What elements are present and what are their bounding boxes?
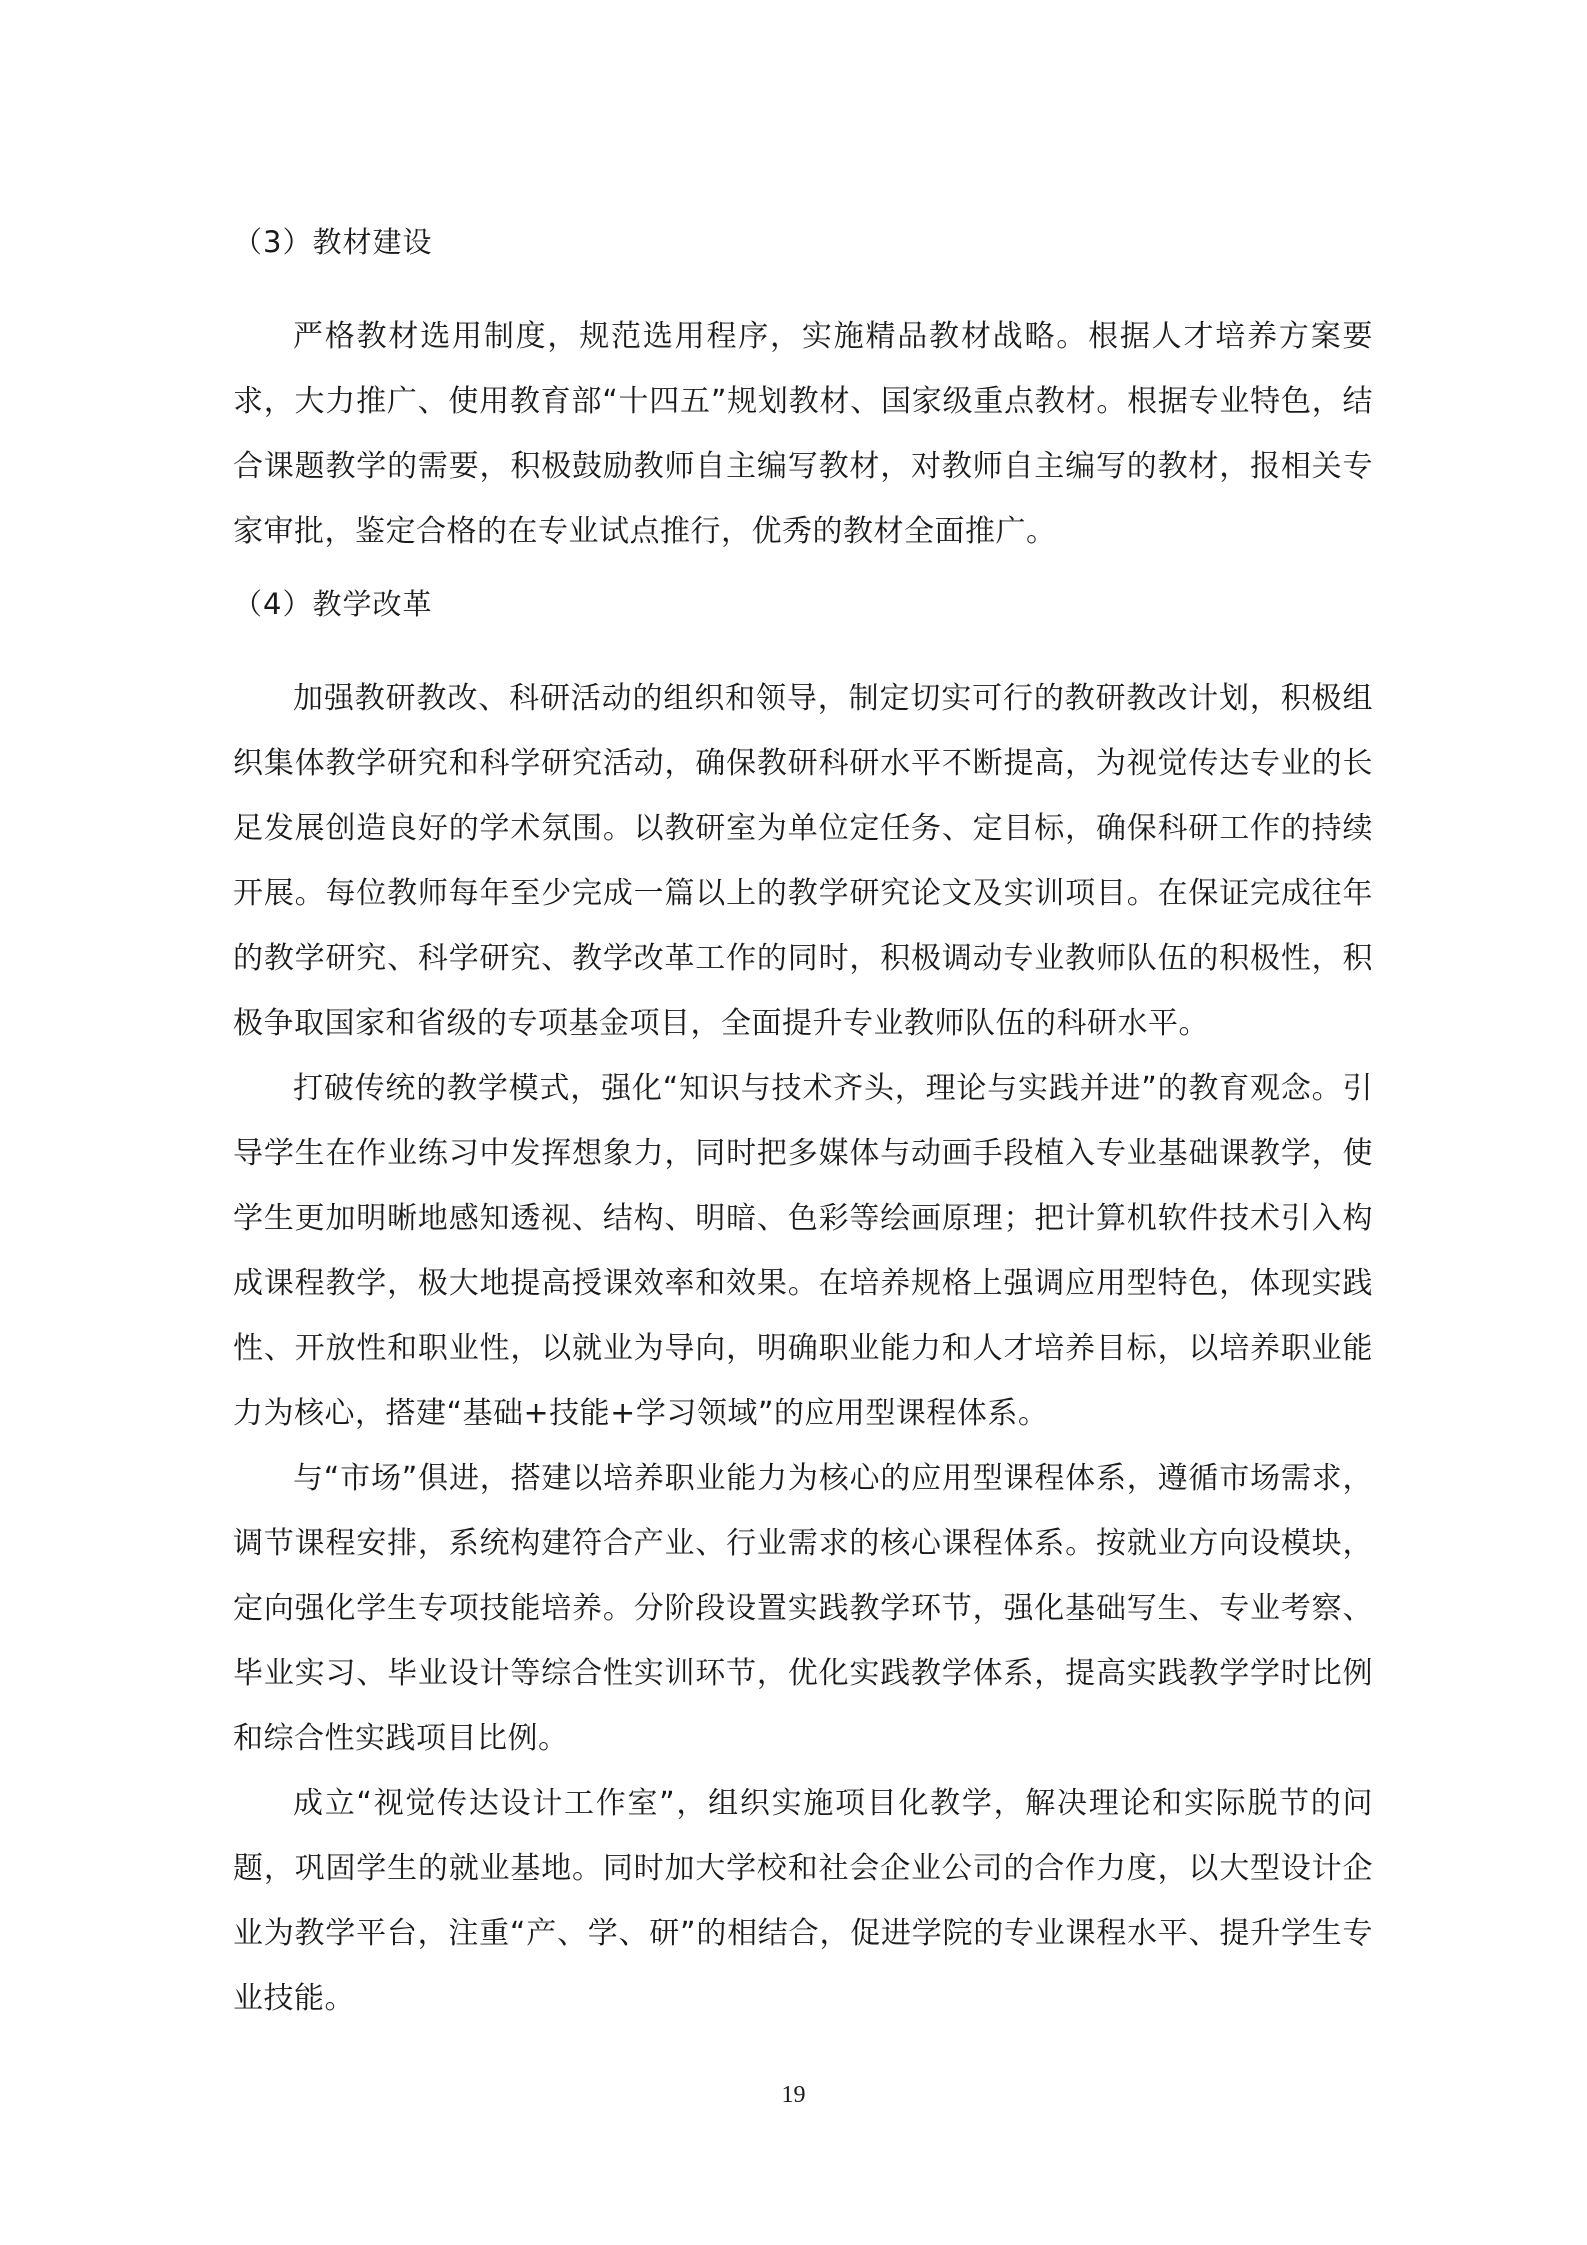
paragraph-teaching-model: 打破传统的教学模式，强化“知识与技术齐头，理论与实践并进”的教育观念。引导学生在作业练习中发挥想象力，同时把多媒体与动画手段植入专业基础课教学，使学生更加明晰地感知透视、结构、明暗、色彩等绘画原理；把计算机软件技术引入构成课程教学，极大地提高授课效率和效果。在培养规格上强调应用型特色，体现实践性、开放性和职业性，以就业为导向，明确职业能力和人才培养目标，以培养职业能力为核心，搭建“基础+技能+学习领域”的应用型课程体系。 [233,1071,1373,1431]
paragraph-design-studio: 成立“视觉传达设计工作室”，组织实施项目化教学，解决理论和实际脱节的问题，巩固学生的就业基地。同时加大学校和社会企业公司的合作力度，以大型设计企业为教学平台，注重“产、学、研”的相结合，促进学院的专业课程水平、提升学生专业技能。 [233,1786,1373,2016]
page-content [233,220,1373,2031]
section-heading-teaching-reform: （4）教学改革 [233,587,433,621]
paragraph-market-curriculum: 与“市场”俱进，搭建以培养职业能力为核心的应用型课程体系，遵循市场需求，调节课程安排，系统构建符合产业、行业需求的核心课程体系。按就业方向设模块，定向强化学生专项技能培养。分阶段设置实践教学环节，强化基础写生、专业考察、毕业实习、毕业设计等综合性实训环节，优化实践教学体系，提高实践教学学时比例和综合性实践项目比例。 [233,1461,1373,1756]
page-number: 19 [781,2082,806,2108]
paragraph-textbook-selection: 严格教材选用制度，规范选用程序，实施精品教材战略。根据人才培养方案要求，大力推广、使用教育部“十四五”规划教材、国家级重点教材。根据专业特色，结合课题教学的需要，积极鼓励教师自主编写教材，对教师自主编写的教材，报相关专家审批，鉴定合格的在专业试点推行，优秀的教材全面推广。 [233,319,1373,549]
section-heading-textbook-construction: （3）教材建设 [233,225,433,259]
paragraph-research-organization: 加强教研教改、科研活动的组织和领导，制定切实可行的教研教改计划，积极组织集体教学研究和科学研究活动，确保教研科研水平不断提高，为视觉传达专业的长足发展创造良好的学术氛围。以教研室为单位定任务、定目标，确保科研工作的持续开展。每位教师每年至少完成一篇以上的教学研究论文及实训项目。在保证完成往年的教学研究、科学研究、教学改革工作的同时，积极调动专业教师队伍的积极性，积极争取国家和省级的专项基金项目，全面提升专业教师队伍的科研水平。 [233,681,1373,1041]
